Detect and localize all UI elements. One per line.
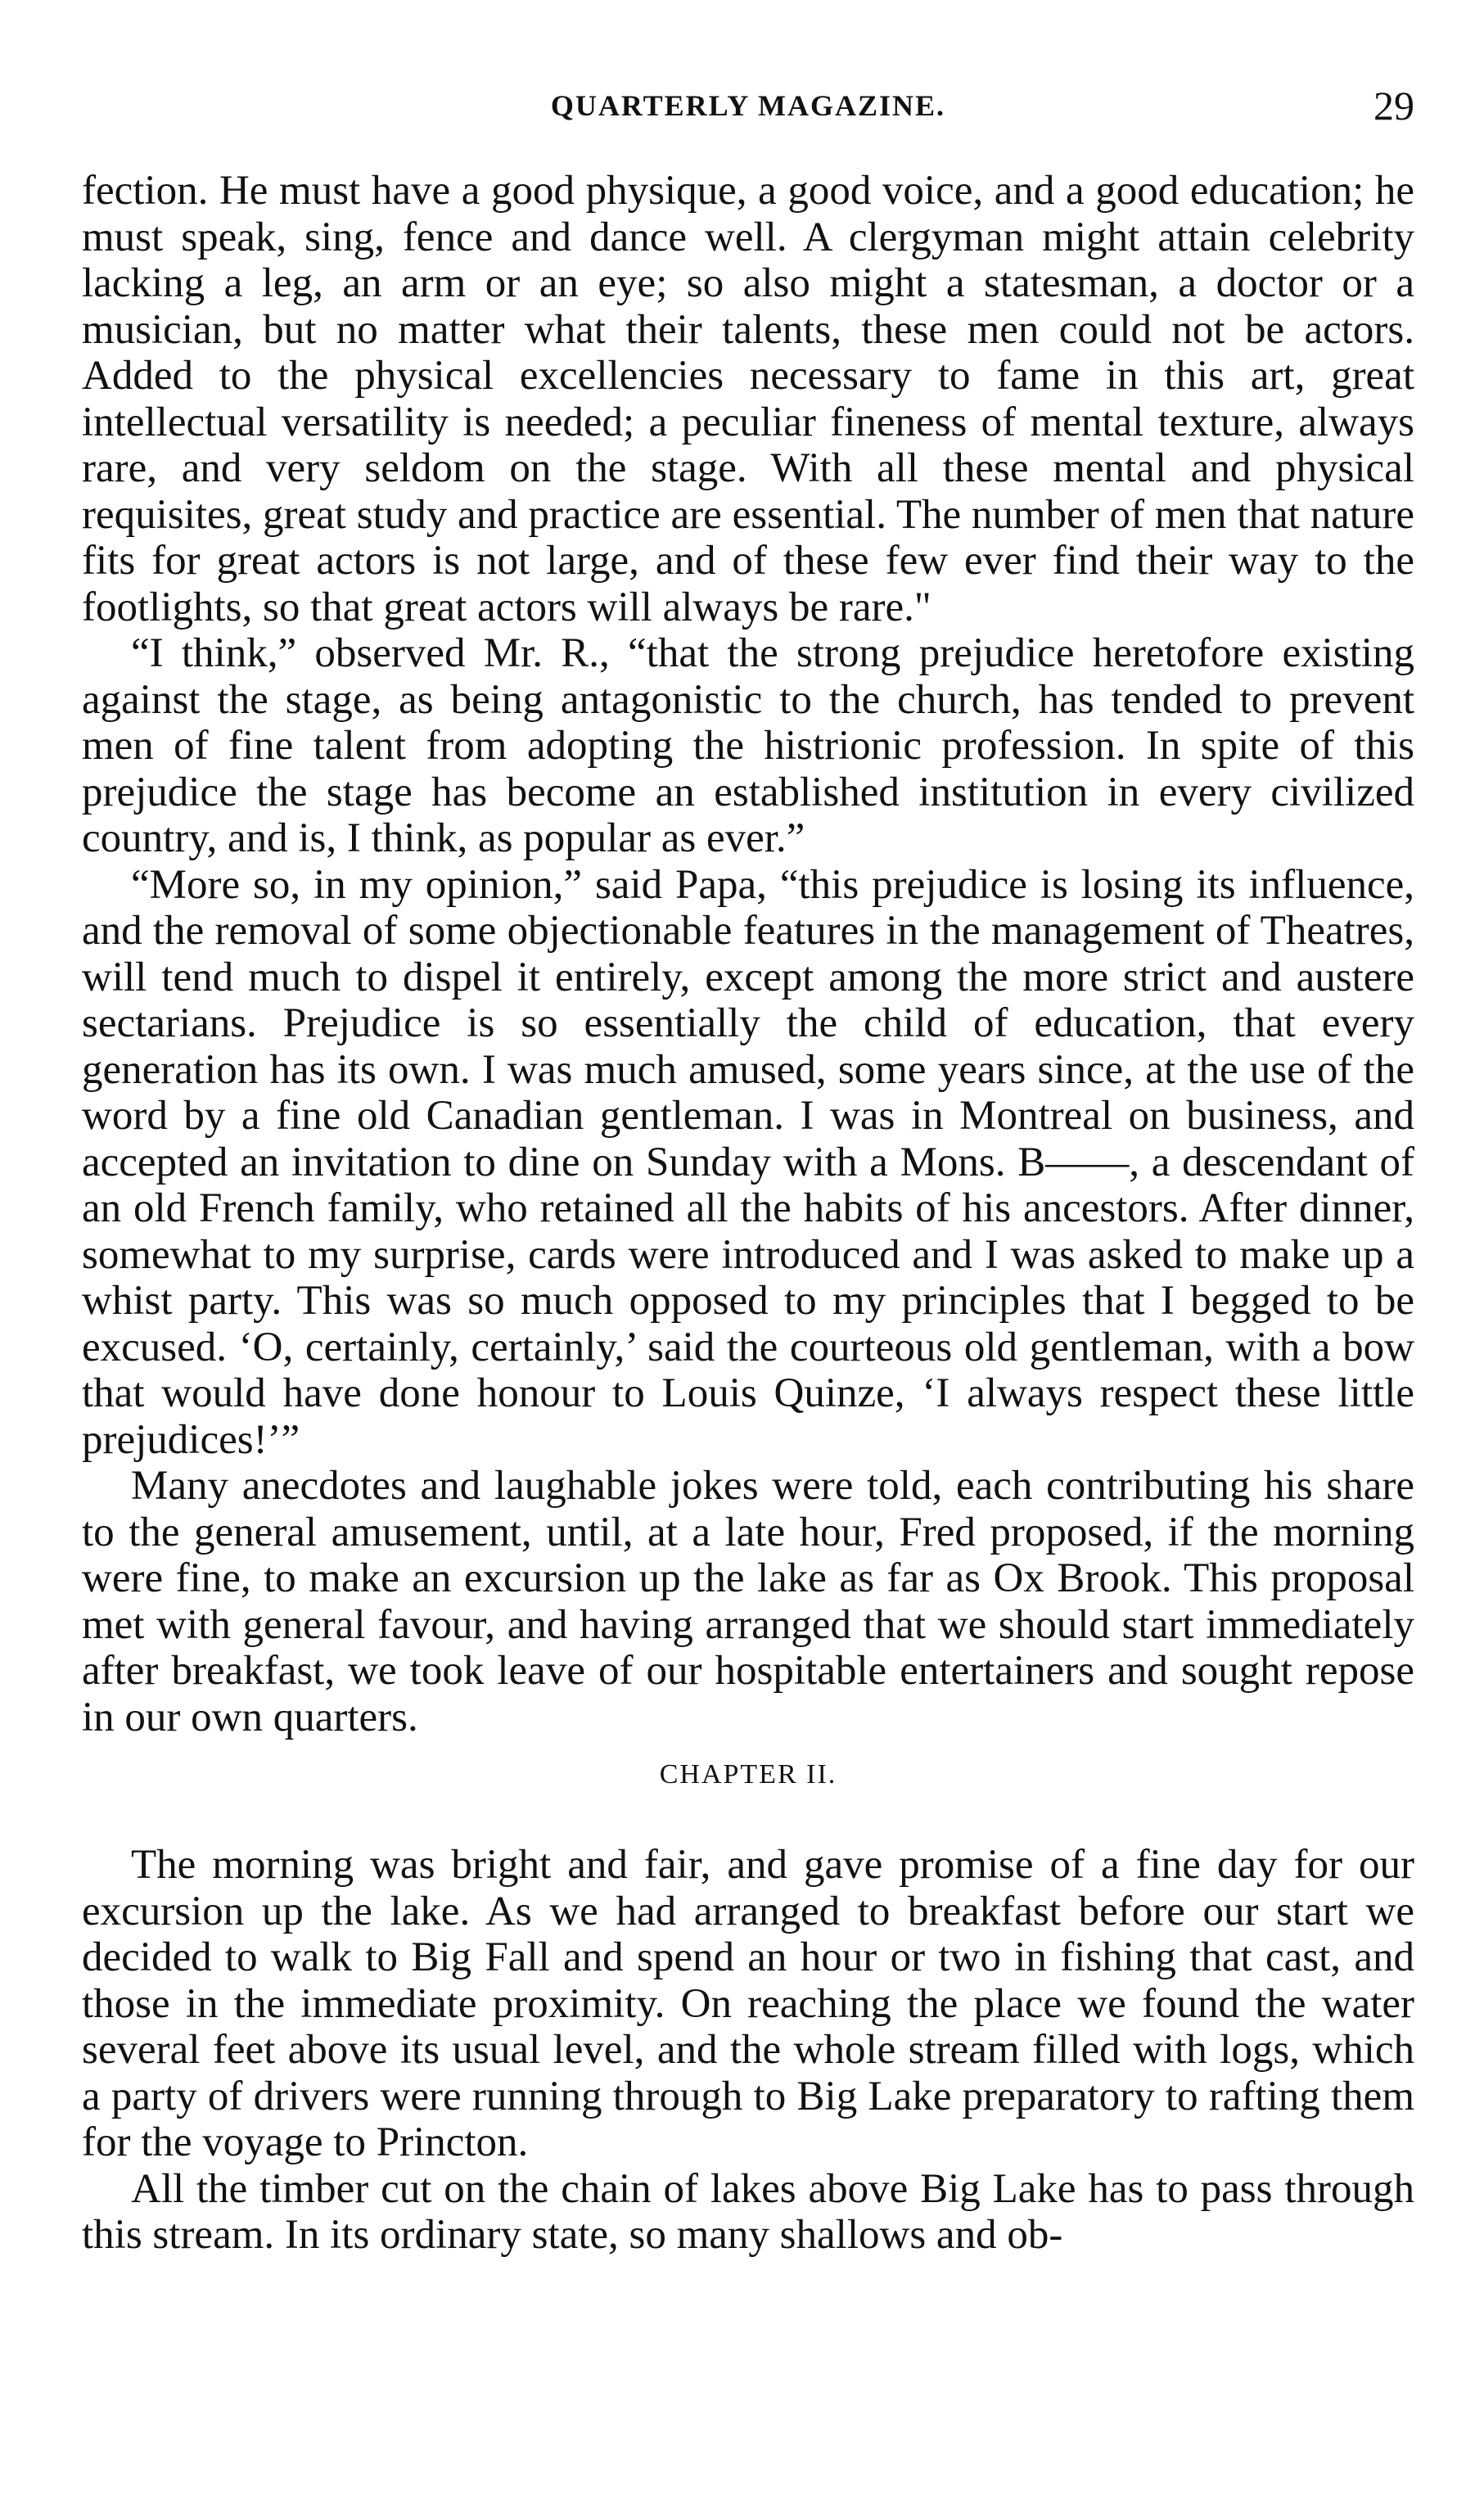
page-number: 29: [1373, 83, 1414, 129]
paragraph: “I think,” observed Mr. R., “that the strong prejudice heretofore existing against the stage, as being antagonistic to the church, has tended to prevent men of fine talent from adopting the histrionic profession. In spite of this prejudice the stage has become an established institution in every civilized country, and is, I think, as popular as ever.”: [82, 630, 1414, 861]
paragraph: The morning was bright and fair, and gave promise of a fine day for our excursion up the lake. As we had arranged to breakfast before our start we decided to walk to Big Fall and spend an hour or two in fishing that cast, and those in the immediate proximity. On reaching the place we found the water several feet above its usual level, and the whole stream filled with logs, which a party of drivers were running through to Big Lake preparatory to rafting them for the voyage to Princton.: [82, 1842, 1414, 2165]
paragraph: Many anecdotes and laughable jokes were told, each contributing his share to the general amusement, until, at a late hour, Fred proposed, if the morning were fine, to make an excursion up the lake as far as Ox Brook. This proposal met with general favour, and having arranged that we should start immediately after breakfast, we took leave of our hospitable entertainers and sought repose in our own quarters.: [82, 1463, 1414, 1740]
chapter-heading: CHAPTER II.: [659, 1759, 837, 1790]
paragraph: fection. He must have a good physique, a good voice, and a good education; he must speak, sing, fence and dance well. A clergyman might attain celebrity lacking a leg, an arm or an eye; so also might a statesman, a doctor or a musician, but no matter what their talents, these men could not be actors. Added to the physical excellencies necessary to fame in this art, great intellectual versatility is needed; a peculiar fineness of mental texture, always rare, and very seldom on the stage. With all these mental and physical requisites, great study and practice are essential. The number of men that nature fits for great actors is not large, and of these few ever find their way to the footlights, so that great actors will always be rare.": [82, 168, 1414, 630]
body-text: [82, 168, 1414, 2259]
page-header: [82, 83, 1414, 138]
running-title: QUARTERLY MAGAZINE.: [550, 89, 946, 122]
paragraph: All the timber cut on the chain of lakes above Big Lake has to pass through this stream. In its ordinary state, so many shallows and ob-: [82, 2165, 1414, 2258]
paragraph: “More so, in my opinion,” said Papa, “this prejudice is losing its influence, and the removal of some objectionable features in the management of Theatres, will tend much to dispel it entirely, except among the more strict and austere sectarians. Prejudice is so essentially the child of education, that every generation has its own. I was much amused, some years since, at the use of the word by a fine old Canadian gentleman. I was in Montreal on business, and accepted an invitation to dine on Sunday with a Mons. B——, a descendant of an old French family, who retained all the habits of his ancestors. After dinner, somewhat to my surprise, cards were introduced and I was asked to make up a whist party. This was so much opposed to my principles that I begged to be excused. ‘O, certainly, certainly,’ said the courteous old gentleman, with a bow that would have done honour to Louis Quinze, ‘I always respect these little prejudices!’”: [82, 861, 1414, 1463]
